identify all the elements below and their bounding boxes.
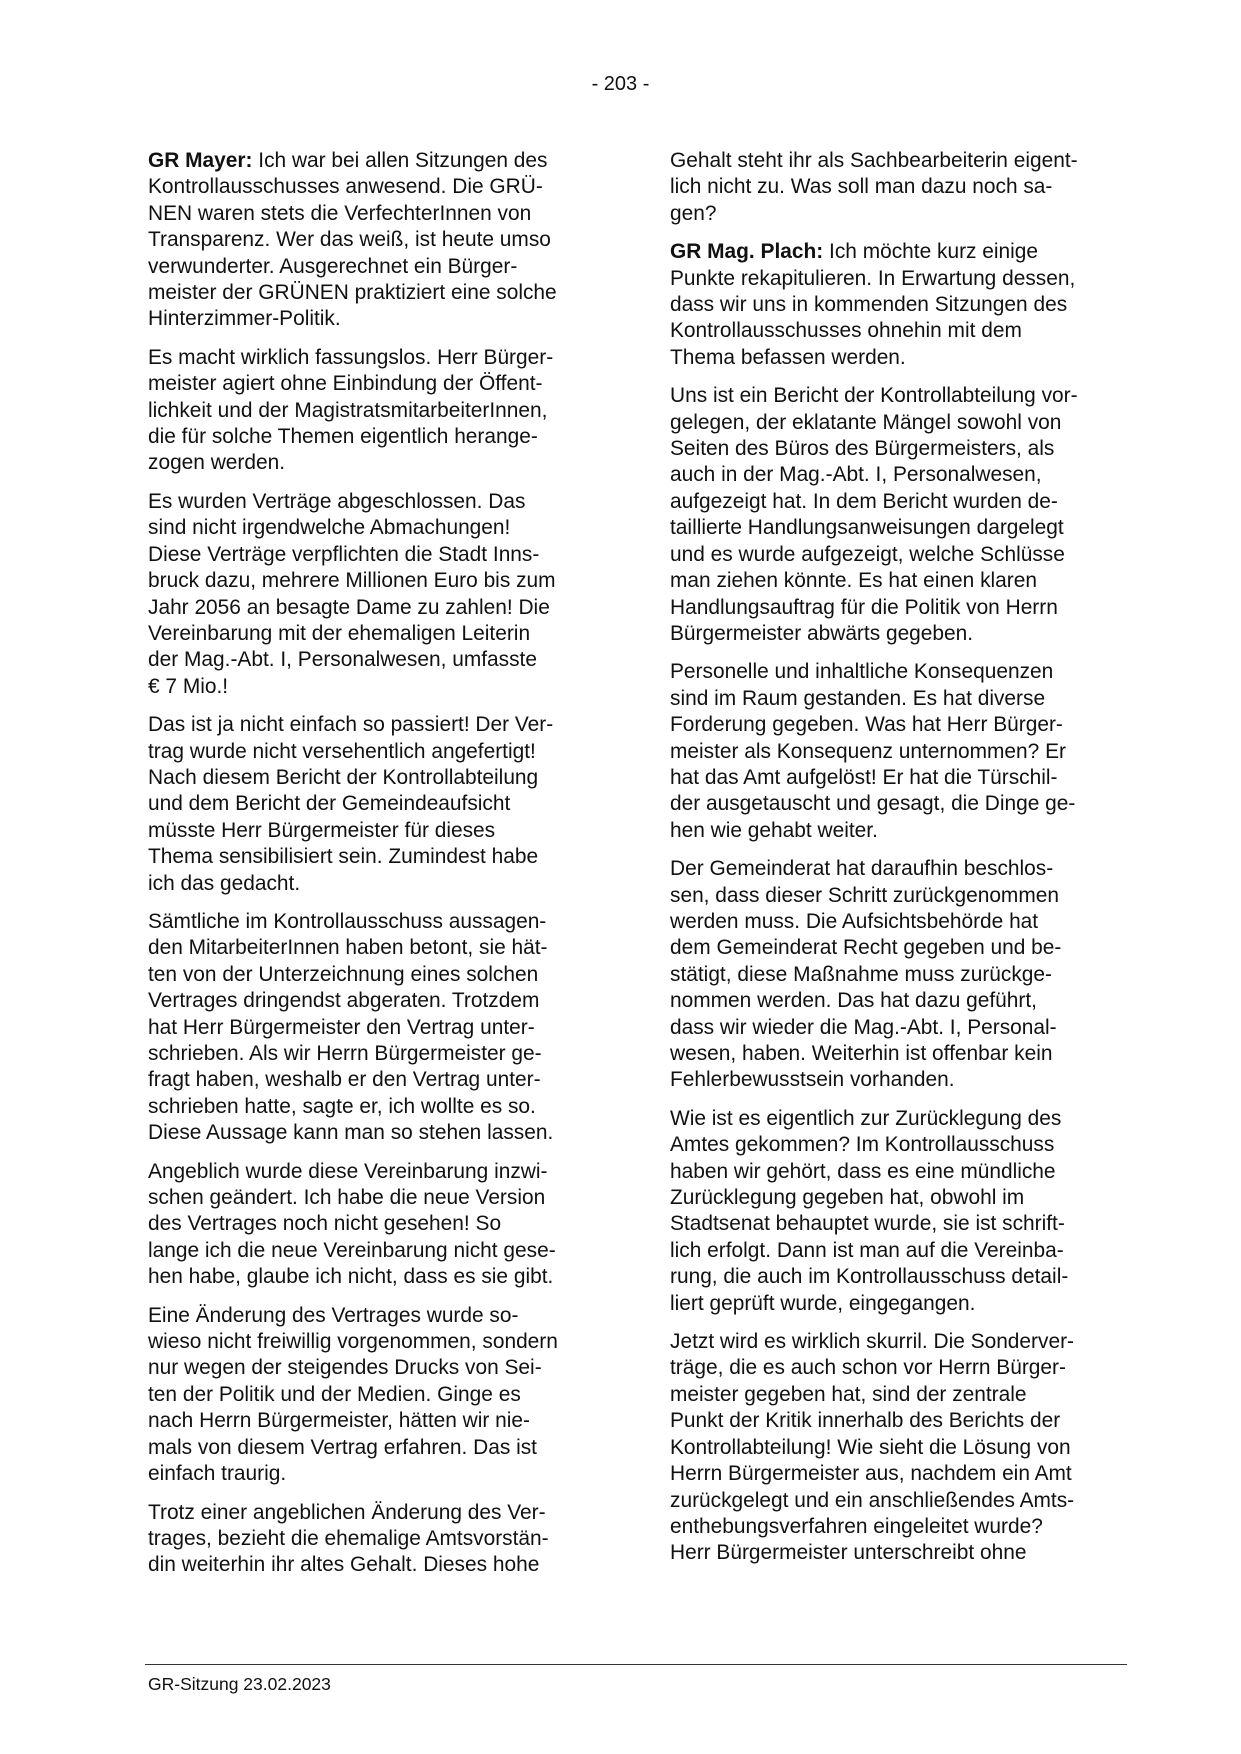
- line-text: lichkeit und der MagistratsmitarbeiterInnen,: [148, 398, 548, 422]
- line-text: hen wie gehabt weiter.: [670, 818, 878, 842]
- text-line: [670, 1329, 1132, 1355]
- line-text: schrieben. Als wir Herrn Bürgermeister ge-: [148, 1042, 542, 1065]
- line-text: aufgezeigt hat. In dem Bericht wurden de-: [670, 489, 1058, 513]
- text-line: [148, 1408, 610, 1434]
- text-line: [148, 542, 610, 568]
- text-line: [148, 306, 610, 332]
- text-line: [148, 1120, 610, 1146]
- text-line: [670, 410, 1132, 436]
- text-line: [670, 659, 1132, 685]
- line-text: der ausgetauscht und gesagt, die Dinge ge-: [670, 792, 1076, 816]
- line-text: ich das gedacht.: [148, 871, 301, 895]
- text-line: [148, 1094, 610, 1120]
- line-text: Thema sensibilisiert sein. Zumindest habe: [148, 845, 539, 869]
- line-text: dass wir wieder die Mag.-Abt. I, Personal-: [670, 1015, 1057, 1039]
- text-line: [670, 791, 1132, 817]
- line-text: die für solche Themen eigentlich herange-: [148, 425, 538, 449]
- text-line: [670, 1355, 1132, 1381]
- paragraph: [148, 1303, 610, 1488]
- line-text: der Mag.-Abt. I, Personalwesen, umfasste: [148, 648, 537, 672]
- line-text: zogen werden.: [148, 451, 286, 475]
- text-line: [148, 712, 610, 738]
- line-text: man ziehen könnte. Es hat einen klaren: [670, 569, 1037, 593]
- line-text: Thema befassen werden.: [670, 345, 906, 369]
- footer-divider: [145, 1664, 1127, 1665]
- line-text: müsste Herr Bürgermeister für dieses: [148, 818, 496, 842]
- text-line: [148, 450, 610, 476]
- line-text: gelegen, der eklatante Mängel sowohl von: [670, 410, 1062, 434]
- text-line: [148, 254, 610, 280]
- line-text: meister agiert ohne Einbindung der Öffent-: [148, 372, 543, 396]
- text-line: [148, 1552, 610, 1578]
- text-line: [148, 674, 610, 700]
- line-text: enthebungsverfahren eingeleitet wurde?: [670, 1514, 1043, 1538]
- line-text: Bürgermeister abwärts gegeben.: [670, 621, 974, 645]
- text-line: [670, 1435, 1132, 1461]
- line-text: dem Gemeinderat Recht gegeben und be-: [670, 936, 1062, 960]
- line-text: hat Herr Bürgermeister den Vertrag unter-: [148, 1015, 535, 1039]
- text-line: [670, 856, 1132, 882]
- paragraph: [148, 712, 610, 897]
- text-line: [148, 1461, 610, 1487]
- line-text: din weiterhin ihr altes Gehalt. Dieses hohe: [148, 1553, 540, 1577]
- text-line: [670, 542, 1132, 568]
- line-text: lich erfolgt. Dann ist man auf die Vereinba-: [670, 1238, 1064, 1262]
- line-text: Der Gemeinderat hat daraufhin beschlos-: [670, 857, 1054, 881]
- paragraph: [670, 239, 1132, 371]
- line-text: liert geprüft wurde, eingegangen.: [670, 1291, 976, 1315]
- line-text: sen, dass dieser Schritt zurückgenommen: [670, 883, 1059, 907]
- line-text: Eine Änderung des Vertrages wurde so-: [148, 1303, 519, 1327]
- line-text: Jetzt wird es wirklich skurril. Die Sonderver-: [670, 1330, 1074, 1354]
- text-line: [148, 1435, 610, 1461]
- text-line: [670, 345, 1132, 371]
- line-text: Herrn Bürgermeister aus, nachdem ein Amt: [670, 1462, 1072, 1486]
- line-text: des Vertrages noch nicht gesehen! So: [148, 1212, 502, 1236]
- text-line: [670, 1041, 1132, 1067]
- line-text: Handlungsauftrag für die Politik von Herrn: [670, 595, 1058, 619]
- text-line: [148, 765, 610, 791]
- line-text: und es wurde aufgezeigt, welche Schlüsse: [670, 542, 1065, 566]
- speaker-name: GR Mag. Plach:: [670, 240, 824, 264]
- text-line: [148, 515, 610, 541]
- line-text: Uns ist ein Bericht der Kontrollabteilung vor-: [670, 384, 1078, 408]
- line-text: Amtes gekommen? Im Kontrollausschuss: [670, 1133, 1055, 1157]
- line-text: hen habe, glaube ich nicht, dass es sie gibt.: [148, 1265, 554, 1289]
- text-line: [148, 148, 610, 174]
- text-line: [670, 462, 1132, 488]
- line-text: hat das Amt aufgelöst! Er hat die Türschil-: [670, 765, 1058, 789]
- line-text: Hinterzimmer-Politik.: [148, 307, 341, 331]
- line-text: Ich war bei allen Sitzungen des: [252, 149, 548, 172]
- paragraph: [670, 148, 1132, 227]
- text-line: [670, 1264, 1132, 1290]
- text-line: [670, 1461, 1132, 1487]
- text-line: [148, 621, 610, 647]
- text-line: [148, 227, 610, 253]
- line-text: Angeblich wurde diese Vereinbarung inzwi-: [148, 1159, 548, 1183]
- line-text: träge, die es auch schon vor Herrn Bürger-: [670, 1356, 1066, 1380]
- line-text: Fehlerbewusstsein vorhanden.: [670, 1068, 955, 1092]
- paragraph: [148, 1159, 610, 1291]
- line-text: lich nicht zu. Was soll man dazu noch sa-: [670, 175, 1053, 199]
- text-line: [148, 489, 610, 515]
- line-text: Trotz einer angeblichen Änderung des Ver-: [148, 1500, 546, 1524]
- line-text: schrieben hatte, sagte er, ich wollte es so.: [148, 1094, 536, 1118]
- text-line: [670, 568, 1132, 594]
- text-line: [148, 424, 610, 450]
- text-line: [148, 595, 610, 621]
- paragraph: [148, 909, 610, 1147]
- line-text: Vereinbarung mit der ehemaligen Leiterin: [148, 621, 531, 645]
- line-text: Stadtsenat behauptet wurde, sie ist schrift-: [670, 1212, 1065, 1236]
- text-line: [670, 818, 1132, 844]
- footer-session-date: GR-Sitzung 23.02.2023: [148, 1674, 331, 1694]
- text-line: [148, 844, 610, 870]
- text-line: [148, 988, 610, 1014]
- text-line: [148, 398, 610, 424]
- text-line: [670, 489, 1132, 515]
- line-text: Punkte rekapitulieren. In Erwartung dessen,: [670, 266, 1076, 290]
- line-text: schen geändert. Ich habe die neue Version: [148, 1186, 546, 1210]
- line-text: meister gegeben hat, sind der zentrale: [670, 1382, 1027, 1406]
- line-text: auch in der Mag.-Abt. I, Personalwesen,: [670, 463, 1042, 487]
- line-text: Gehalt steht ihr als Sachbearbeiterin eigent-: [670, 149, 1078, 172]
- line-text: Transparenz. Wer das weiß, ist heute umso: [148, 228, 551, 252]
- line-text: Jahr 2056 an besagte Dame zu zahlen! Die: [148, 595, 550, 619]
- line-text: einfach traurig.: [148, 1462, 287, 1486]
- paragraph: [670, 856, 1132, 1094]
- line-text: Diese Verträge verpflichten die Stadt Inns-: [148, 542, 540, 566]
- text-line: [670, 174, 1132, 200]
- text-line: [670, 436, 1132, 462]
- line-text: Diese Aussage kann man so stehen lassen.: [148, 1121, 554, 1145]
- text-line: [670, 1067, 1132, 1093]
- line-text: meister als Konsequenz unternommen? Er: [670, 739, 1066, 763]
- text-line: [670, 383, 1132, 409]
- text-line: [148, 345, 610, 371]
- text-line: [148, 1382, 610, 1408]
- text-line: [148, 739, 610, 765]
- text-line: [670, 148, 1132, 174]
- text-line: [670, 1488, 1132, 1514]
- line-text: Punkt der Kritik innerhalb des Berichts der: [670, 1409, 1061, 1433]
- line-text: Es wurden Verträge abgeschlossen. Das: [148, 489, 526, 513]
- line-text: bruck dazu, mehrere Millionen Euro bis zum: [148, 569, 556, 593]
- line-text: und dem Bericht der Gemeindeaufsicht: [148, 792, 511, 816]
- text-column-left: [148, 148, 610, 1591]
- text-line: [670, 962, 1132, 988]
- text-line: [148, 1015, 610, 1041]
- line-text: wieso nicht freiwillig vorgenommen, sondern: [148, 1330, 558, 1354]
- line-text: Seiten des Büros des Bürgermeisters, als: [670, 437, 1055, 461]
- text-line: [670, 266, 1132, 292]
- text-line: [670, 621, 1132, 647]
- speaker-name: GR Mayer:: [148, 149, 253, 172]
- text-line: [670, 909, 1132, 935]
- text-line: [670, 739, 1132, 765]
- text-line: [148, 1355, 610, 1381]
- line-text: lange ich die neue Vereinbarung nicht gese-: [148, 1238, 556, 1262]
- text-line: [148, 1211, 610, 1237]
- line-text: rung, die auch im Kontrollausschuss detail-: [670, 1265, 1069, 1289]
- paragraph: [148, 345, 610, 477]
- line-text: stätigt, diese Maßnahme muss zurückge-: [670, 962, 1052, 986]
- text-line: [670, 1211, 1132, 1237]
- line-text: Vertrages dringendst abgeraten. Trotzdem: [148, 989, 540, 1013]
- line-text: NEN waren stets die VerfechterInnen von: [148, 201, 532, 225]
- line-text: Wie ist es eigentlich zur Zurücklegung des: [670, 1106, 1062, 1130]
- text-line: [670, 765, 1132, 791]
- line-text: werden muss. Die Aufsichtsbehörde hat: [670, 909, 1039, 933]
- line-text: zurückgelegt und ein anschließendes Amts-: [670, 1488, 1075, 1512]
- text-line: [670, 686, 1132, 712]
- line-text: Kontrollausschusses ohnehin mit dem: [670, 319, 1022, 343]
- paragraph: [148, 489, 610, 700]
- line-text: Forderung gegeben. Was hat Herr Bürger-: [670, 713, 1063, 737]
- line-text: nommen werden. Das hat dazu geführt,: [670, 989, 1037, 1013]
- text-line: [148, 1185, 610, 1211]
- line-text: verwunderter. Ausgerechnet ein Bürger-: [148, 254, 518, 278]
- text-line: [670, 935, 1132, 961]
- text-line: [148, 647, 610, 673]
- line-text: Personelle und inhaltliche Konsequenzen: [670, 660, 1054, 684]
- text-line: [148, 280, 610, 306]
- text-line: [670, 1238, 1132, 1264]
- text-line: [148, 1500, 610, 1526]
- paragraph: [670, 659, 1132, 844]
- line-text: ten der Politik und der Medien. Ginge es: [148, 1382, 521, 1406]
- text-line: [148, 174, 610, 200]
- text-line: [148, 818, 610, 844]
- text-line: [148, 1159, 610, 1185]
- line-text: wesen, haben. Weiterhin ist offenbar kein: [670, 1042, 1053, 1065]
- text-line: [148, 791, 610, 817]
- text-line: [670, 239, 1132, 265]
- text-line: [670, 1514, 1132, 1540]
- text-line: [148, 568, 610, 594]
- page-number: - 203 -: [591, 73, 650, 95]
- text-line: [670, 712, 1132, 738]
- line-text: Das ist ja nicht einfach so passiert! Der Ver-: [148, 713, 554, 737]
- line-text: € 7 Mio.!: [148, 674, 229, 698]
- line-text: dass wir uns in kommenden Sitzungen des: [670, 293, 1068, 317]
- line-text: Herr Bürgermeister unterschreibt ohne: [670, 1541, 1027, 1565]
- text-line: [670, 595, 1132, 621]
- line-text: Zurücklegung gegeben hat, obwohl im: [670, 1186, 1025, 1210]
- text-line: [148, 935, 610, 961]
- line-text: nach Herrn Bürgermeister, hätten wir nie-: [148, 1409, 530, 1433]
- paragraph: [670, 383, 1132, 647]
- line-text: den MitarbeiterInnen haben betont, sie hät-: [148, 936, 548, 960]
- text-line: [670, 1540, 1132, 1566]
- line-text: Kontrollabteilung! Wie sieht die Lösung von: [670, 1435, 1071, 1459]
- line-text: Sämtliche im Kontrollausschuss aussagen-: [148, 909, 547, 933]
- line-text: Es macht wirklich fassungslos. Herr Bürger-: [148, 345, 554, 369]
- text-column-right: [670, 148, 1132, 1579]
- text-line: [670, 292, 1132, 318]
- line-text: haben wir gehört, dass es eine mündliche: [670, 1159, 1056, 1183]
- text-line: [148, 1041, 610, 1067]
- text-line: [148, 1303, 610, 1329]
- text-line: [670, 1159, 1132, 1185]
- line-text: fragt haben, weshalb er den Vertrag unter-: [148, 1068, 541, 1092]
- line-text: trag wurde nicht versehentlich angefertigt!: [148, 739, 536, 763]
- paragraph: [148, 1500, 610, 1579]
- paragraph: [670, 1329, 1132, 1567]
- text-line: [148, 1329, 610, 1355]
- text-line: [670, 1185, 1132, 1211]
- line-text: sind im Raum gestanden. Es hat diverse: [670, 686, 1046, 710]
- text-line: [148, 201, 610, 227]
- text-line: [670, 988, 1132, 1014]
- line-text: meister der GRÜNEN praktiziert eine solche: [148, 281, 557, 305]
- text-line: [670, 201, 1132, 227]
- text-line: [148, 371, 610, 397]
- text-line: [670, 1382, 1132, 1408]
- text-line: [670, 515, 1132, 541]
- text-line: [670, 1132, 1132, 1158]
- text-line: [670, 1106, 1132, 1132]
- text-line: [148, 1526, 610, 1552]
- text-line: [670, 1291, 1132, 1317]
- line-text: gen?: [670, 201, 717, 225]
- paragraph: [148, 148, 610, 333]
- text-line: [148, 909, 610, 935]
- text-line: [670, 1015, 1132, 1041]
- line-text: sind nicht irgendwelche Abmachungen!: [148, 516, 511, 540]
- text-line: [670, 1408, 1132, 1434]
- line-text: Kontrollausschusses anwesend. Die GRÜ-: [148, 175, 543, 199]
- text-line: [148, 1238, 610, 1264]
- line-text: mals von diesem Vertrag erfahren. Das ist: [148, 1435, 537, 1459]
- line-text: nur wegen der steigendes Drucks von Sei-: [148, 1356, 542, 1380]
- text-line: [148, 962, 610, 988]
- text-line: [670, 883, 1132, 909]
- paragraph: [670, 1106, 1132, 1317]
- text-line: [670, 318, 1132, 344]
- text-line: [148, 871, 610, 897]
- line-text: taillierte Handlungsanweisungen dargelegt: [670, 516, 1064, 540]
- text-line: [148, 1264, 610, 1290]
- text-line: [148, 1067, 610, 1093]
- line-text: Ich möchte kurz einige: [823, 240, 1039, 264]
- line-text: Nach diesem Bericht der Kontrollabteilung: [148, 765, 539, 789]
- line-text: ten von der Unterzeichnung eines solchen: [148, 962, 539, 986]
- line-text: trages, bezieht die ehemalige Amtsvorstän-: [148, 1526, 549, 1550]
